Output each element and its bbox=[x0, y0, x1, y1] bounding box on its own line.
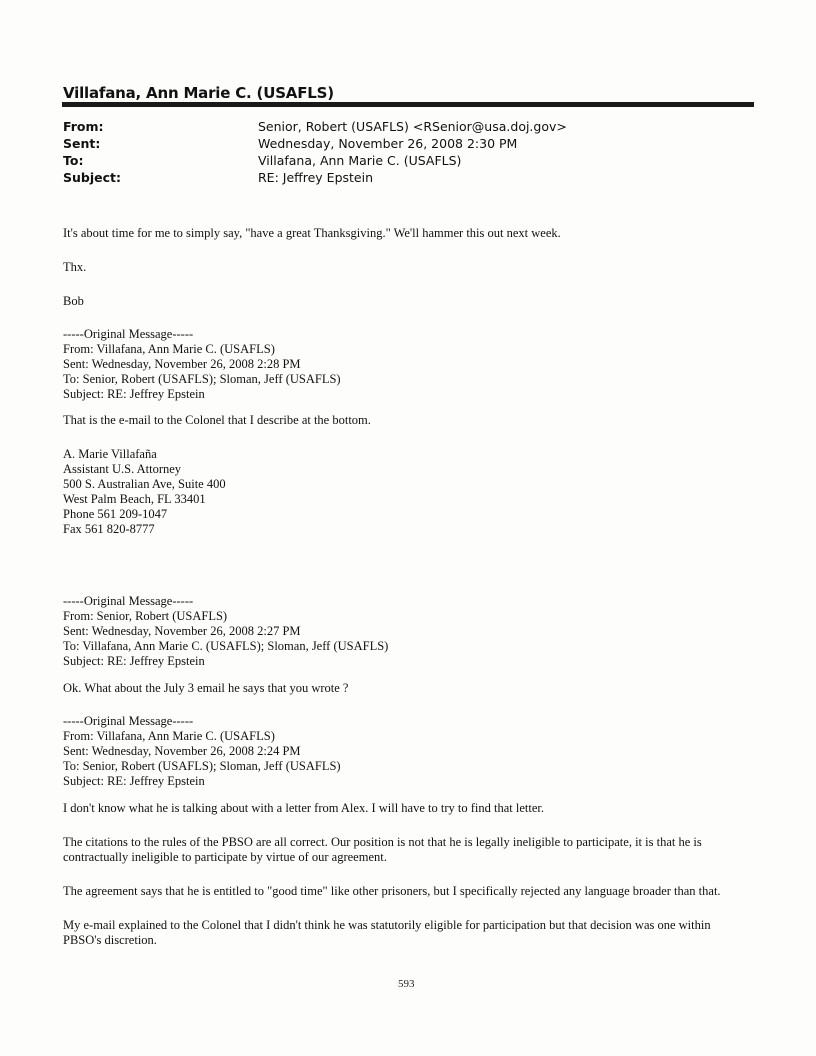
quoted-subject: Subject: RE: Jeffrey Epstein bbox=[63, 387, 205, 401]
subject-value: RE: Jeffrey Epstein bbox=[258, 170, 374, 185]
original-message-marker: -----Original Message----- bbox=[63, 594, 194, 608]
quoted-to: To: Villafana, Ann Marie C. (USAFLS); Sloman, Jeff (USAFLS) bbox=[63, 639, 389, 653]
from-value: Senior, Robert (USAFLS) <RSenior@usa.doj.gov> bbox=[258, 119, 567, 134]
quoted-sent: Sent: Wednesday, November 26, 2008 2:27 PM bbox=[63, 624, 301, 638]
quoted-from: From: Senior, Robert (USAFLS) bbox=[63, 609, 228, 623]
body-paragraph: I don't know what he is talking about with a letter from Alex. I will have to try to find that letter. bbox=[63, 801, 544, 815]
signature-line: Phone 561 209-1047 bbox=[63, 507, 168, 521]
header-rule bbox=[62, 102, 754, 107]
subject-label: Subject: bbox=[63, 170, 121, 185]
quoted-subject: Subject: RE: Jeffrey Epstein bbox=[63, 654, 205, 668]
original-message-marker: -----Original Message----- bbox=[63, 327, 194, 341]
signature-line: A. Marie Villafaña bbox=[63, 447, 157, 461]
quoted-sent: Sent: Wednesday, November 26, 2008 2:24 PM bbox=[63, 744, 301, 758]
to-label: To: bbox=[63, 153, 84, 168]
body-paragraph: Thx. bbox=[63, 260, 87, 274]
body-paragraph: The agreement says that he is entitled to "good time" like other prisoners, but I specifically rejected any language broader than that. bbox=[63, 884, 721, 898]
body-paragraph: The citations to the rules of the PBSO are all correct. Our position is not that he is legally ineligible to participate, it is that he is contractually ineligible to participate by virtue of our agreement. bbox=[63, 835, 702, 864]
signature-line: West Palm Beach, FL 33401 bbox=[63, 492, 206, 506]
mailbox-owner-name: Villafana, Ann Marie C. (USAFLS) bbox=[63, 84, 334, 102]
page-number: 593 bbox=[398, 978, 415, 990]
sent-label: Sent: bbox=[63, 136, 101, 151]
to-value: Villafana, Ann Marie C. (USAFLS) bbox=[258, 153, 462, 168]
original-message-marker: -----Original Message----- bbox=[63, 714, 194, 728]
from-label: From: bbox=[63, 119, 104, 134]
body-paragraph: Ok. What about the July 3 email he says that you wrote ? bbox=[63, 681, 349, 695]
quoted-from: From: Villafana, Ann Marie C. (USAFLS) bbox=[63, 342, 275, 356]
body-paragraph: My e-mail explained to the Colonel that I didn't think he was statutorily eligible for participation but that decision was one within PBSO's discretion. bbox=[63, 918, 711, 947]
body-paragraph: That is the e-mail to the Colonel that I describe at the bottom. bbox=[63, 413, 371, 427]
signature-line: Assistant U.S. Attorney bbox=[63, 462, 182, 476]
quoted-to: To: Senior, Robert (USAFLS); Sloman, Jeff (USAFLS) bbox=[63, 372, 341, 386]
sent-value: Wednesday, November 26, 2008 2:30 PM bbox=[258, 136, 518, 151]
quoted-from: From: Villafana, Ann Marie C. (USAFLS) bbox=[63, 729, 275, 743]
body-paragraph: Bob bbox=[63, 294, 84, 308]
signature-line: Fax 561 820-8777 bbox=[63, 522, 155, 536]
quoted-to: To: Senior, Robert (USAFLS); Sloman, Jeff (USAFLS) bbox=[63, 759, 341, 773]
quoted-sent: Sent: Wednesday, November 26, 2008 2:28 PM bbox=[63, 357, 301, 371]
quoted-subject: Subject: RE: Jeffrey Epstein bbox=[63, 774, 205, 788]
signature-line: 500 S. Australian Ave, Suite 400 bbox=[63, 477, 226, 491]
body-paragraph: It's about time for me to simply say, "have a great Thanksgiving." We'll hammer this out next week. bbox=[63, 226, 561, 240]
